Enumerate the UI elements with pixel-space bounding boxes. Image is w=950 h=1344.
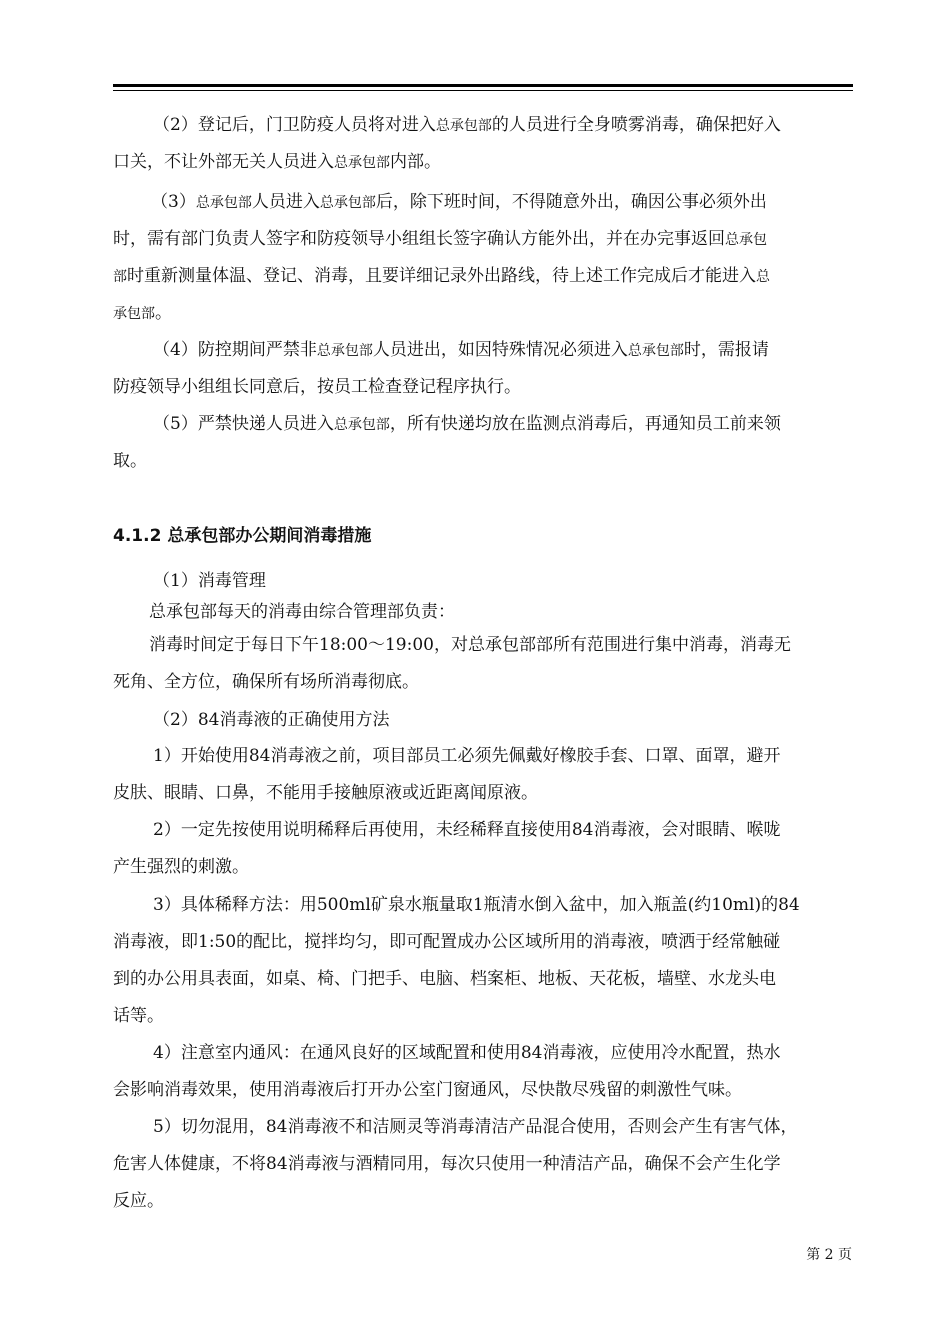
body-line: 到的办公用具表面，如桌、椅、门把手、电脑、档案柜、地板、天花板，墙壁、水龙头电 (113, 969, 776, 989)
paragraph-3-line-1: （3）总承包部人员进入总承包部后，除下班时间，不得随意外出，确因公事必须外出 (151, 192, 767, 212)
paragraph-2-line-2: 口关，不让外部无关人员进入总承包部内部。 (113, 152, 441, 172)
body-line: 会影响消毒效果，使用消毒液后打开办公室门窗通风，尽快散尽残留的刺激性气味。 (113, 1080, 742, 1100)
body-line: 5）切勿混用，84消毒液不和洁厕灵等消毒清洁产品混合使用，否则会产生有害气体， (153, 1117, 798, 1137)
sub-heading-84-usage: （2）84消毒液的正确使用方法 (153, 710, 390, 730)
body-line: 总承包部每天的消毒由综合管理部负责： (149, 602, 455, 622)
paragraph-5-line-2: 取。 (113, 451, 147, 471)
header-rule-thin (113, 90, 853, 91)
body-line: 3）具体稀释方法：用500ml矿泉水瓶量取1瓶清水倒入盆中，加入瓶盖(约10ml)的84 (153, 895, 800, 915)
body-line: 消毒时间定于每日下午18:00～19:00，对总承包部部所有范围进行集中消毒，消毒无 (149, 635, 791, 655)
paragraph-3-line-3: 部时重新测量体温、登记、消毒，且要详细记录外出路线，待上述工作完成后才能进入总 (113, 266, 770, 286)
body-line: 危害人体健康，不将84消毒液与酒精同用，每次只使用一种清洁产品，确保不会产生化学 (113, 1154, 781, 1174)
sub-heading-disinfection-management: （1）消毒管理 (153, 571, 266, 591)
paragraph-3-line-2: 时，需有部门负责人签字和防疫领导小组组长签字确认方能外出，并在办完事返回总承包 (113, 229, 767, 249)
header-rule-thick (113, 84, 853, 87)
body-line: 皮肤、眼睛、口鼻，不能用手接触原液或近距离闻原液。 (113, 783, 538, 803)
section-heading: 4.1.2 总承包部办公期间消毒措施 (113, 526, 372, 546)
paragraph-5-line-1: （5）严禁快递人员进入总承包部，所有快递均放在监测点消毒后，再通知员工前来领 (153, 414, 781, 434)
page-number: 第 2 页 (806, 1247, 852, 1263)
paragraph-3-line-4: 承包部。 (113, 303, 172, 323)
body-line: 死角、全方位，确保所有场所消毒彻底。 (113, 672, 419, 692)
body-line: 4）注意室内通风：在通风良好的区域配置和使用84消毒液，应使用冷水配置，热水 (153, 1043, 781, 1063)
body-line: 话等。 (113, 1006, 164, 1026)
body-line: 1）开始使用84消毒液之前，项目部员工必须先佩戴好橡胶手套、口罩、面罩，避开 (153, 746, 781, 766)
paragraph-2-line-1: （2）登记后，门卫防疫人员将对进入总承包部的人员进行全身喷雾消毒，确保把好入 (153, 115, 781, 135)
paragraph-4-line-1: （4）防控期间严禁非总承包部人员进出，如因特殊情况必须进入总承包部时，需报请 (153, 340, 769, 360)
body-line: 2）一定先按使用说明稀释后再使用，未经稀释直接使用84消毒液，会对眼睛、喉咙 (153, 820, 781, 840)
body-line: 产生强烈的刺激。 (113, 857, 249, 877)
body-line: 消毒液，即1:50的配比，搅拌均匀，即可配置成办公区域所用的消毒液，喷洒于经常触碰 (113, 932, 781, 952)
paragraph-4-line-2: 防疫领导小组组长同意后，按员工检查登记程序执行。 (113, 377, 521, 397)
body-line: 反应。 (113, 1191, 164, 1211)
